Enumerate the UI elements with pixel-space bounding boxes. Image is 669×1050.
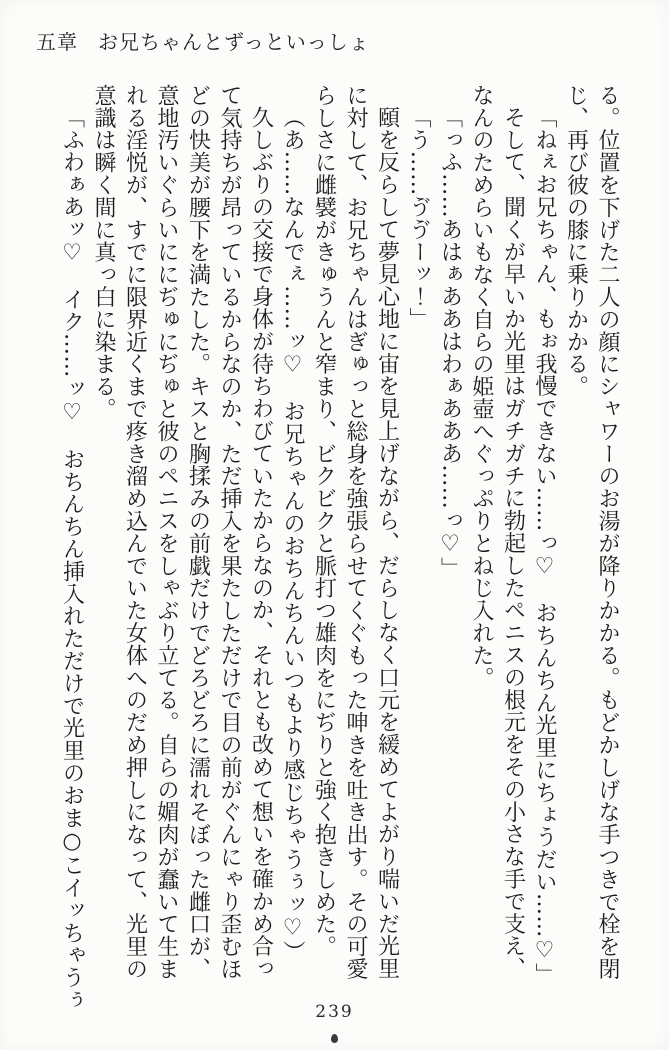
text-line: （あ……なんでぇ……ッ♡ お兄ちゃんのおちんちんいつもより感じちゃうぅッ♡） [280,106,305,964]
chapter-number: 五章 [36,30,78,54]
text-line: らしさに雌襞がきゅうんと窄まり、ビクビクと脈打つ雄肉をにぢりと強く抱きしめた。 [311,84,337,958]
text-line: 「ねぇお兄ちゃん、もぉ我慢できない……っ♡ おちんちん光里にちょうだい……♡」 [532,106,557,986]
text-line: れる淫悦が、すでに限界近くまで疼き溜め込んでいた女体へのだめ押しになって、光里の [122,84,148,980]
text-line: そして、聞くが早いか光里はガチガチに勃起したペニスの根元をその小さな手で支え、 [500,106,526,980]
text-line: じ、再び彼の膝に乗りかかる。 [563,84,589,398]
page-number: 239 [315,1002,354,1022]
text-line: 「ふわぁあッ♡ イク……ッ♡ おちんちん挿入れただけで光里のおま○こイッちゃうぅ [59,106,85,1012]
chapter-title: お兄ちゃんとずっといっしょ [98,30,370,54]
text-line: 頤を反らして夢見心地に宙を見上げながら、だらしなく口元を緩めてよがり喘いだ光里 [374,106,400,980]
text-line: 「う……ゔゔーッ！」 [406,106,431,331]
chapter-header [36,26,370,55]
text-line: る。位置を下げた二人の顔にシャワーのお湯が降りかかる。もどかしげな手つきで栓を閉 [595,84,620,980]
text-line: どの快美が腰下を満たした。キスと胸揉みの前戯だけでどろどろに濡れそぼった雌口が、 [185,84,211,980]
text-line: 意識は瞬く間に真っ白に染まる。 [91,84,116,420]
text-line: なんのためらいもなく自らの姫壺へぐっぷりとねじ入れた。 [469,84,494,689]
text-line: 意地汚いぐらいににぢゅにぢゅと彼のペニスをしゃぶり立てる。自らの媚肉が蠢いて生ま [154,84,179,980]
text-line: に対して、お兄ちゃんはぎゅっと総身を強張らせてくぐもった呻きを吐き出す。その可愛 [343,84,368,980]
text-line: 「っふ……あはぁああはわぁあああ……っ♡」 [437,106,463,580]
text-line: 久しぶりの交接で身体が待ちわびていたからなのか、それとも改めて想いを確かめ合っ [248,106,274,980]
footer-ornament [331,1034,338,1043]
text-line: て気持ちが昂っているからなのか、ただ挿入を果たしただけで目の前がぐんにゃり歪むほ [217,84,242,980]
